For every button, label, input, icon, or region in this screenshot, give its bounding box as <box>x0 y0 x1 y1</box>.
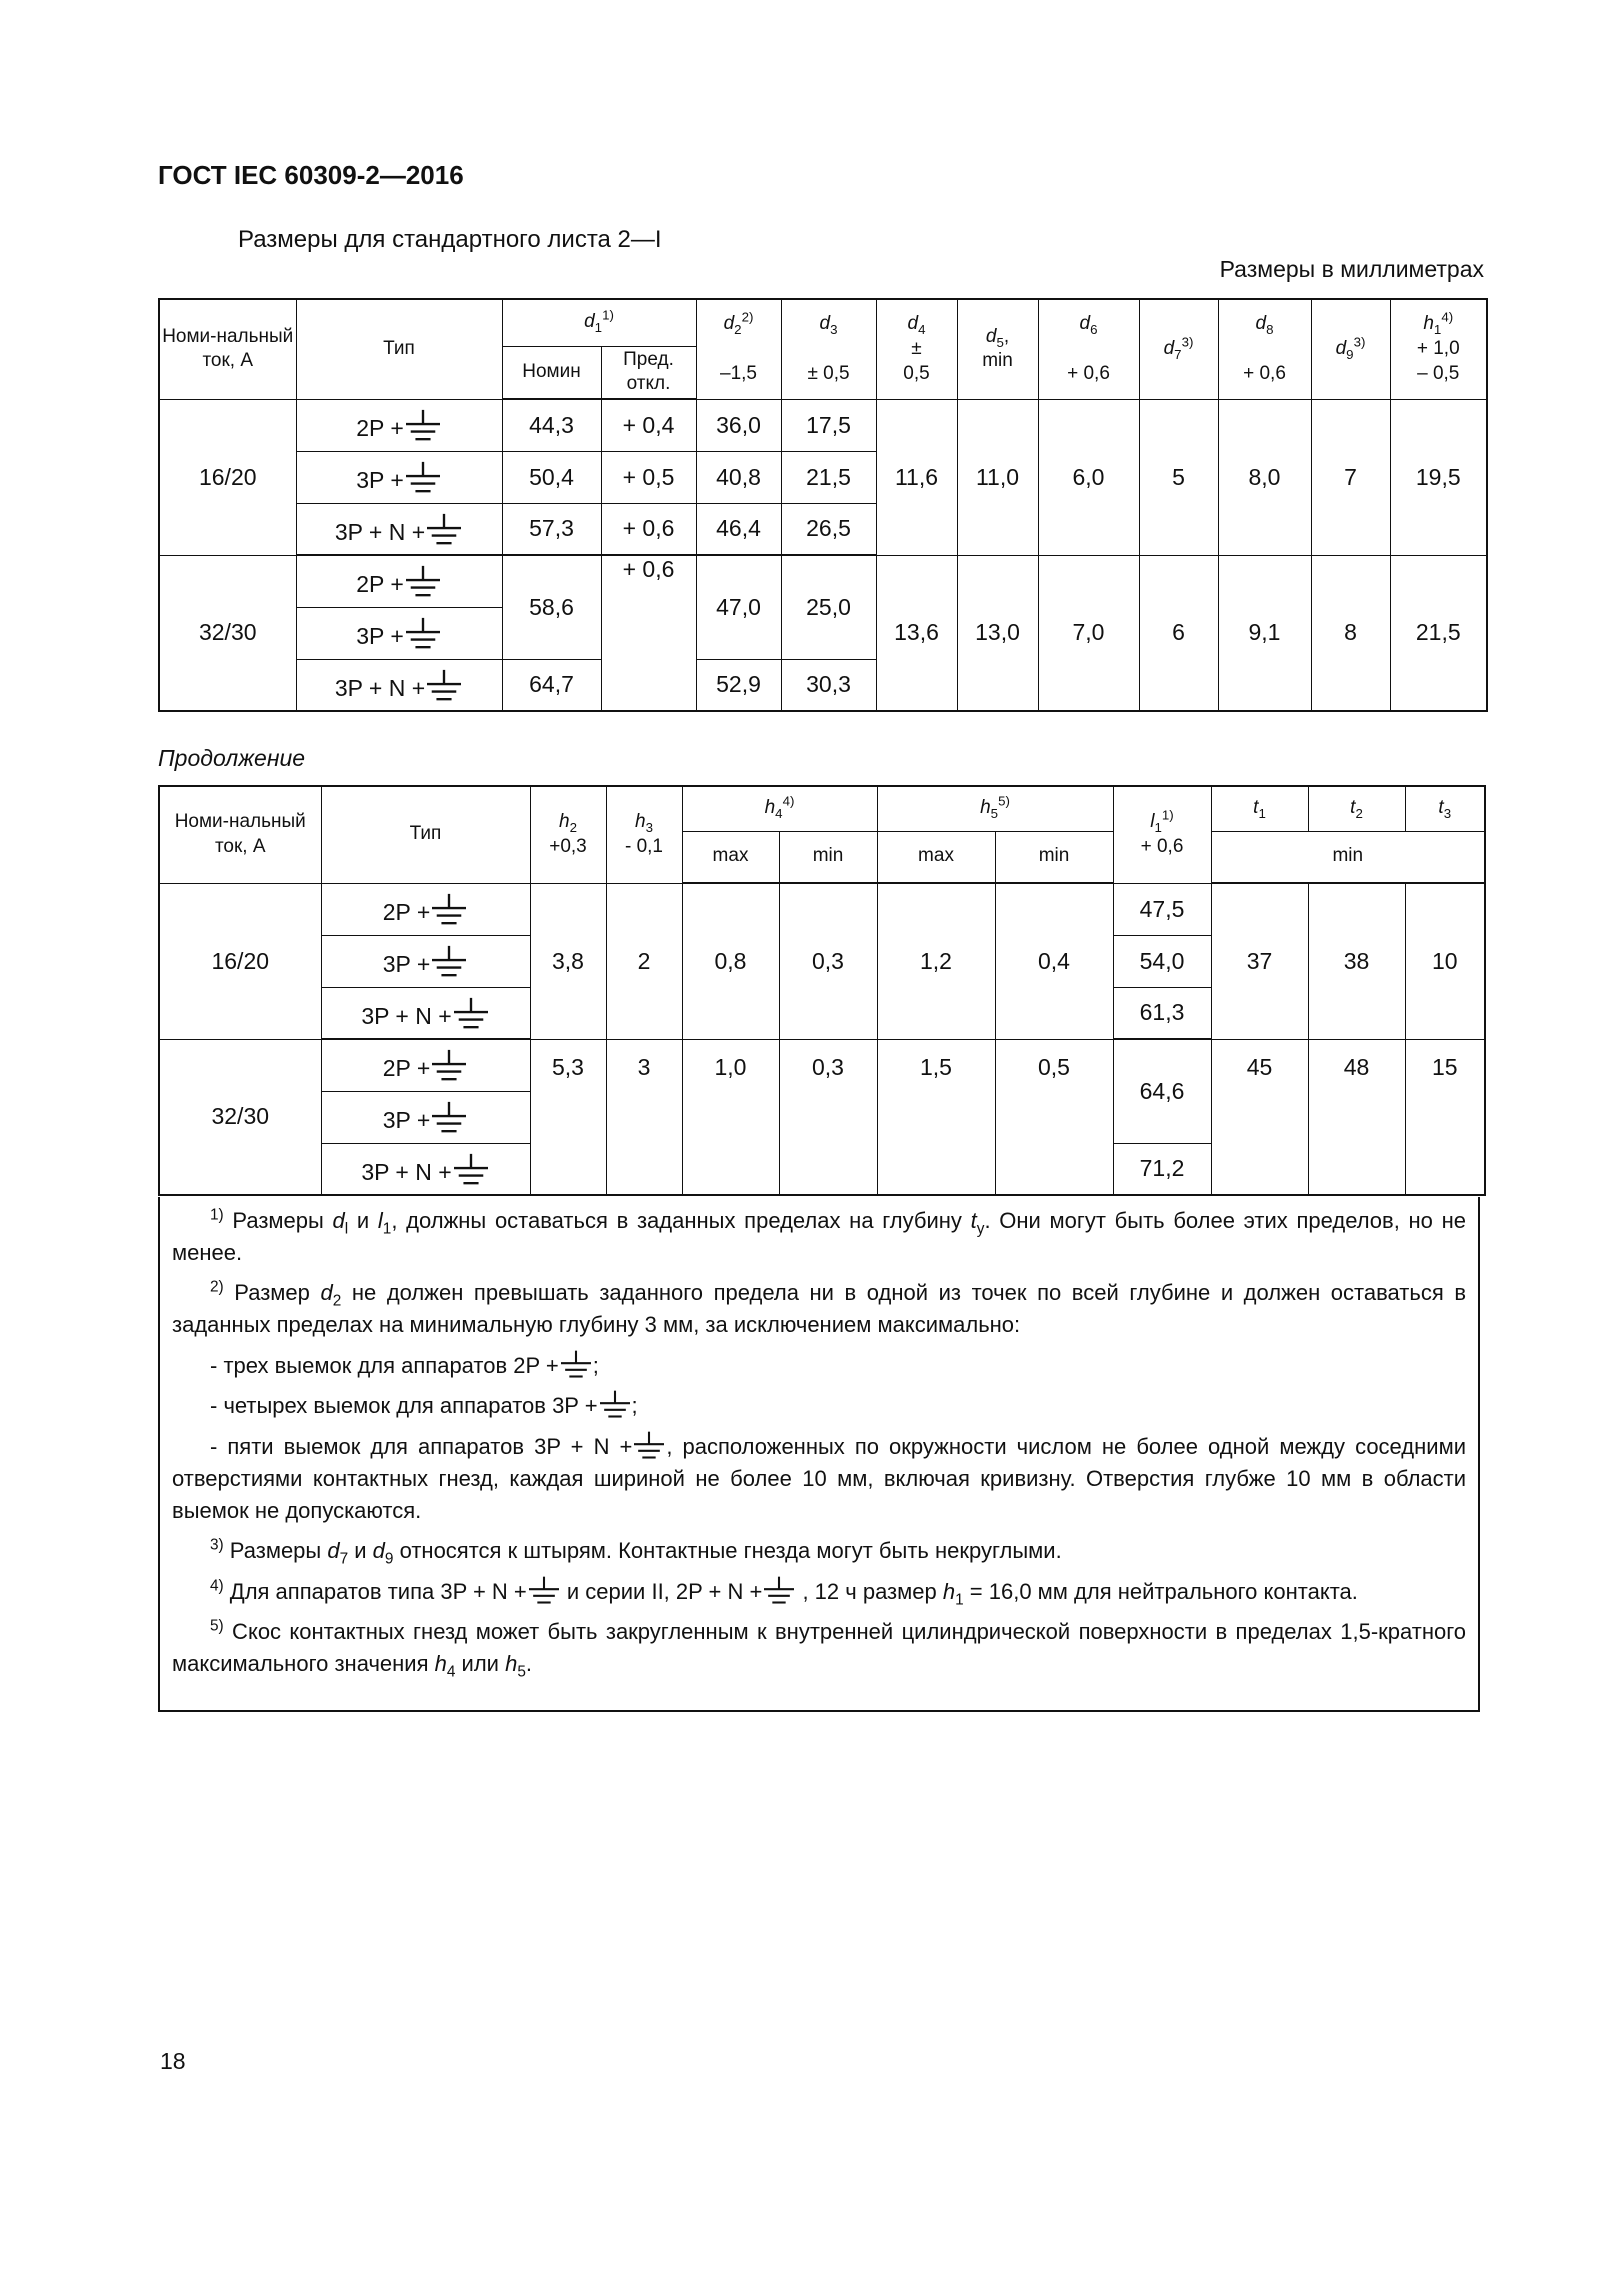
d1-deviation-cell: + 0,5 <box>601 451 696 503</box>
header-l1: $l_1^{1)}$ + 0,6 <box>1113 786 1211 883</box>
t1-cell: 37 <box>1211 883 1308 1039</box>
d3-cell: 17,5 <box>781 399 876 451</box>
ground-icon <box>452 996 490 1030</box>
d6-cell: 7,0 <box>1038 555 1139 711</box>
d7-cell: 6 <box>1139 555 1218 711</box>
d7-cell: 5 <box>1139 399 1218 555</box>
type-cell: 3P + N + <box>321 1143 530 1195</box>
ground-icon <box>632 1430 666 1460</box>
l1-cell: 61,3 <box>1113 987 1211 1039</box>
h4-max-cell: 1,0 <box>682 1039 779 1195</box>
header-t-min: min <box>1211 831 1485 883</box>
d1-deviation-cell: + 0,6 <box>601 503 696 555</box>
nominal-current-cell: 16/20 <box>159 399 296 555</box>
d2-cell: 40,8 <box>696 451 781 503</box>
nominal-current-cell: 32/30 <box>159 555 296 711</box>
header-d4: $d_4$ ± 0,5 <box>876 299 957 399</box>
footnote-5: $^{5)}$ Скос контактных гнезд может быть закругленным к внутренней цилиндрической поверхности в пределах 1,5-кратного максимального значения $h_4$ или $h_5$. <box>172 1617 1466 1681</box>
type-cell: 2P + <box>296 555 502 607</box>
header-h5-max: max <box>877 831 995 883</box>
t3-cell: 10 <box>1405 883 1485 1039</box>
l1-cell: 54,0 <box>1113 935 1211 987</box>
ground-icon <box>404 408 442 442</box>
type-cell: 3P + <box>296 451 502 503</box>
d5-cell: 11,0 <box>957 399 1038 555</box>
header-nominal-current: Номи-нальный ток, А <box>159 786 321 883</box>
header-t2: $t_2$ <box>1308 786 1405 831</box>
d3-cell: 26,5 <box>781 503 876 555</box>
h2-cell: 5,3 <box>530 1039 606 1195</box>
ground-icon <box>425 668 463 702</box>
type-cell: 3P + <box>296 607 502 659</box>
header-d1-nominal: Номин <box>502 346 601 399</box>
footnote-2: $^{2)}$ Размер $d_2$ не должен превышать заданного предела ни в одной из точек по всей глубине и должен оставаться в заданных пределах на минимальную глубину 3 мм, за исключением максимально: <box>172 1278 1467 1337</box>
d3-cell: 30,3 <box>781 659 876 711</box>
header-t1: $t_1$ <box>1211 786 1308 831</box>
page-number: 18 <box>160 2048 186 2074</box>
d1-nominal-cell: 44,3 <box>502 399 601 451</box>
dimensions-table-1 <box>158 298 1488 712</box>
ground-icon <box>598 1389 632 1419</box>
header-nominal-current: Номи-нальный ток, А <box>159 299 296 399</box>
d2-cell: 47,0 <box>696 555 781 659</box>
header-h5-min: min <box>995 831 1113 883</box>
header-d9: $d_9^{3)}$ <box>1311 299 1390 399</box>
h2-cell: 3,8 <box>530 883 606 1039</box>
header-t3: $t_3$ <box>1405 786 1485 831</box>
ground-icon <box>404 460 442 494</box>
h5-min-cell: 0,4 <box>995 883 1113 1039</box>
t2-cell: 48 <box>1308 1039 1405 1195</box>
ground-icon <box>425 512 463 546</box>
footnote-2-item-2: - четырех выемок для аппаратов 3P + ; <box>172 1389 1466 1422</box>
l1-cell: 71,2 <box>1113 1143 1211 1195</box>
type-cell: 3P + N + <box>321 987 530 1039</box>
h5-max-cell: 1,2 <box>877 883 995 1039</box>
header-type: Тип <box>296 299 502 399</box>
document-title: ГОСТ IEC 60309-2—2016 <box>158 160 464 190</box>
d1-nominal-cell: 50,4 <box>502 451 601 503</box>
type-cell: 2P + <box>296 399 502 451</box>
h1-cell: 19,5 <box>1390 399 1487 555</box>
header-h4-min: min <box>779 831 877 883</box>
header-d3: $d_3$ ± 0,5 <box>781 299 876 399</box>
d1-nominal-cell: 57,3 <box>502 503 601 555</box>
h1-cell: 21,5 <box>1390 555 1487 711</box>
type-cell: 2P + <box>321 883 530 935</box>
type-cell: 3P + N + <box>296 503 502 555</box>
ground-icon <box>762 1575 796 1605</box>
header-d5: $d_5$, min <box>957 299 1038 399</box>
l1-cell: 64,6 <box>1113 1039 1211 1143</box>
h4-min-cell: 0,3 <box>779 1039 877 1195</box>
d4-cell: 13,6 <box>876 555 957 711</box>
d2-cell: 52,9 <box>696 659 781 711</box>
footnote-3: $^{3)}$ Размеры $d_7$ и $d_9$ относятся к штырям. Контактные гнезда могут быть некруглыми. <box>210 1536 1062 1568</box>
footnote-2-item-3: - пяти выемок для аппаратов 3P + N + , расположенных по окружности числом не более одной между соседними отверстиями контактных гнезд, каждая шириной не более 10 мм, включая кривизну. Отверстия глубже 10 мм в области выемок не допускаются. <box>172 1430 1466 1527</box>
nominal-current-cell: 32/30 <box>159 1039 321 1195</box>
units-caption: Размеры в миллиметрах <box>1219 256 1484 282</box>
t2-cell: 38 <box>1308 883 1405 1039</box>
ground-icon <box>559 1349 593 1379</box>
ground-icon <box>452 1152 490 1186</box>
h4-max-cell: 0,8 <box>682 883 779 1039</box>
ground-icon <box>404 564 442 598</box>
sheet-title: Размеры для стандартного листа 2—I <box>238 226 662 253</box>
type-cell: 2P + <box>321 1039 530 1091</box>
header-h4: $h_4^{4)}$ <box>682 786 877 831</box>
h3-cell: 3 <box>606 1039 682 1195</box>
footnote-1: $^{1)}$ Размеры $d_l$ и $l_1$, должны оставаться в заданных пределах на глубину $t_y$. Они могут быть более этих пределов, но не менее. <box>172 1206 1467 1265</box>
header-h3: $h_3$ - 0,1 <box>606 786 682 883</box>
d2-cell: 36,0 <box>696 399 781 451</box>
d1-nominal-cell: 64,7 <box>502 659 601 711</box>
ground-icon <box>430 892 468 926</box>
d2-cell: 46,4 <box>696 503 781 555</box>
h5-max-cell: 1,5 <box>877 1039 995 1195</box>
l1-cell: 47,5 <box>1113 883 1211 935</box>
type-cell: 3P + <box>321 1091 530 1143</box>
footnote-2-item-1: - трех выемок для аппаратов 2P + ; <box>172 1349 1466 1382</box>
d1-deviation-cell: + 0,4 <box>601 399 696 451</box>
ground-icon <box>430 1100 468 1134</box>
header-h2: $h_2$ +0,3 <box>530 786 606 883</box>
header-d7: $d_7^{3)}$ <box>1139 299 1218 399</box>
h3-cell: 2 <box>606 883 682 1039</box>
header-d2: $d_2^{2)}$ –1,5 <box>696 299 781 399</box>
header-h5: $h_5^{5)}$ <box>877 786 1113 831</box>
footnote-4: $^{4)}$ Для аппаратов типа 3P + N + и серии II, 2P + N + , 12 ч размер $h_1 = 16,0$ мм для нейтрального контакта. <box>172 1575 1466 1608</box>
t1-cell: 45 <box>1211 1039 1308 1195</box>
header-d1-deviation: Пред. откл. <box>601 346 696 399</box>
continuation-label: Продолжение <box>158 745 306 771</box>
header-d8: $d_8$ + 0,6 <box>1218 299 1311 399</box>
h5-min-cell: 0,5 <box>995 1039 1113 1195</box>
h4-min-cell: 0,3 <box>779 883 877 1039</box>
header-h1: $h_1^{4)}$ + 1,0 – 0,5 <box>1390 299 1487 399</box>
type-cell: 3P + <box>321 935 530 987</box>
d9-cell: 7 <box>1311 399 1390 555</box>
d8-cell: 8,0 <box>1218 399 1311 555</box>
ground-icon <box>404 616 442 650</box>
t3-cell: 15 <box>1405 1039 1485 1195</box>
d3-cell: 21,5 <box>781 451 876 503</box>
d9-cell: 8 <box>1311 555 1390 711</box>
ground-icon <box>430 1048 468 1082</box>
d1-nominal-cell: 58,6 <box>502 555 601 659</box>
d1-deviation-cell: + 0,6 <box>601 555 696 711</box>
d8-cell: 9,1 <box>1218 555 1311 711</box>
type-cell: 3P + N + <box>296 659 502 711</box>
d4-cell: 11,6 <box>876 399 957 555</box>
dimensions-table-2 <box>158 785 1486 1196</box>
d6-cell: 6,0 <box>1038 399 1139 555</box>
header-d6: $d_6$ + 0,6 <box>1038 299 1139 399</box>
d5-cell: 13,0 <box>957 555 1038 711</box>
header-type: Тип <box>321 786 530 883</box>
header-h4-max: max <box>682 831 779 883</box>
footnotes <box>158 1197 1480 1712</box>
nominal-current-cell: 16/20 <box>159 883 321 1039</box>
ground-icon <box>430 944 468 978</box>
header-d1: $d_1^{1)}$ <box>502 299 696 346</box>
d3-cell: 25,0 <box>781 555 876 659</box>
ground-icon <box>527 1575 561 1605</box>
